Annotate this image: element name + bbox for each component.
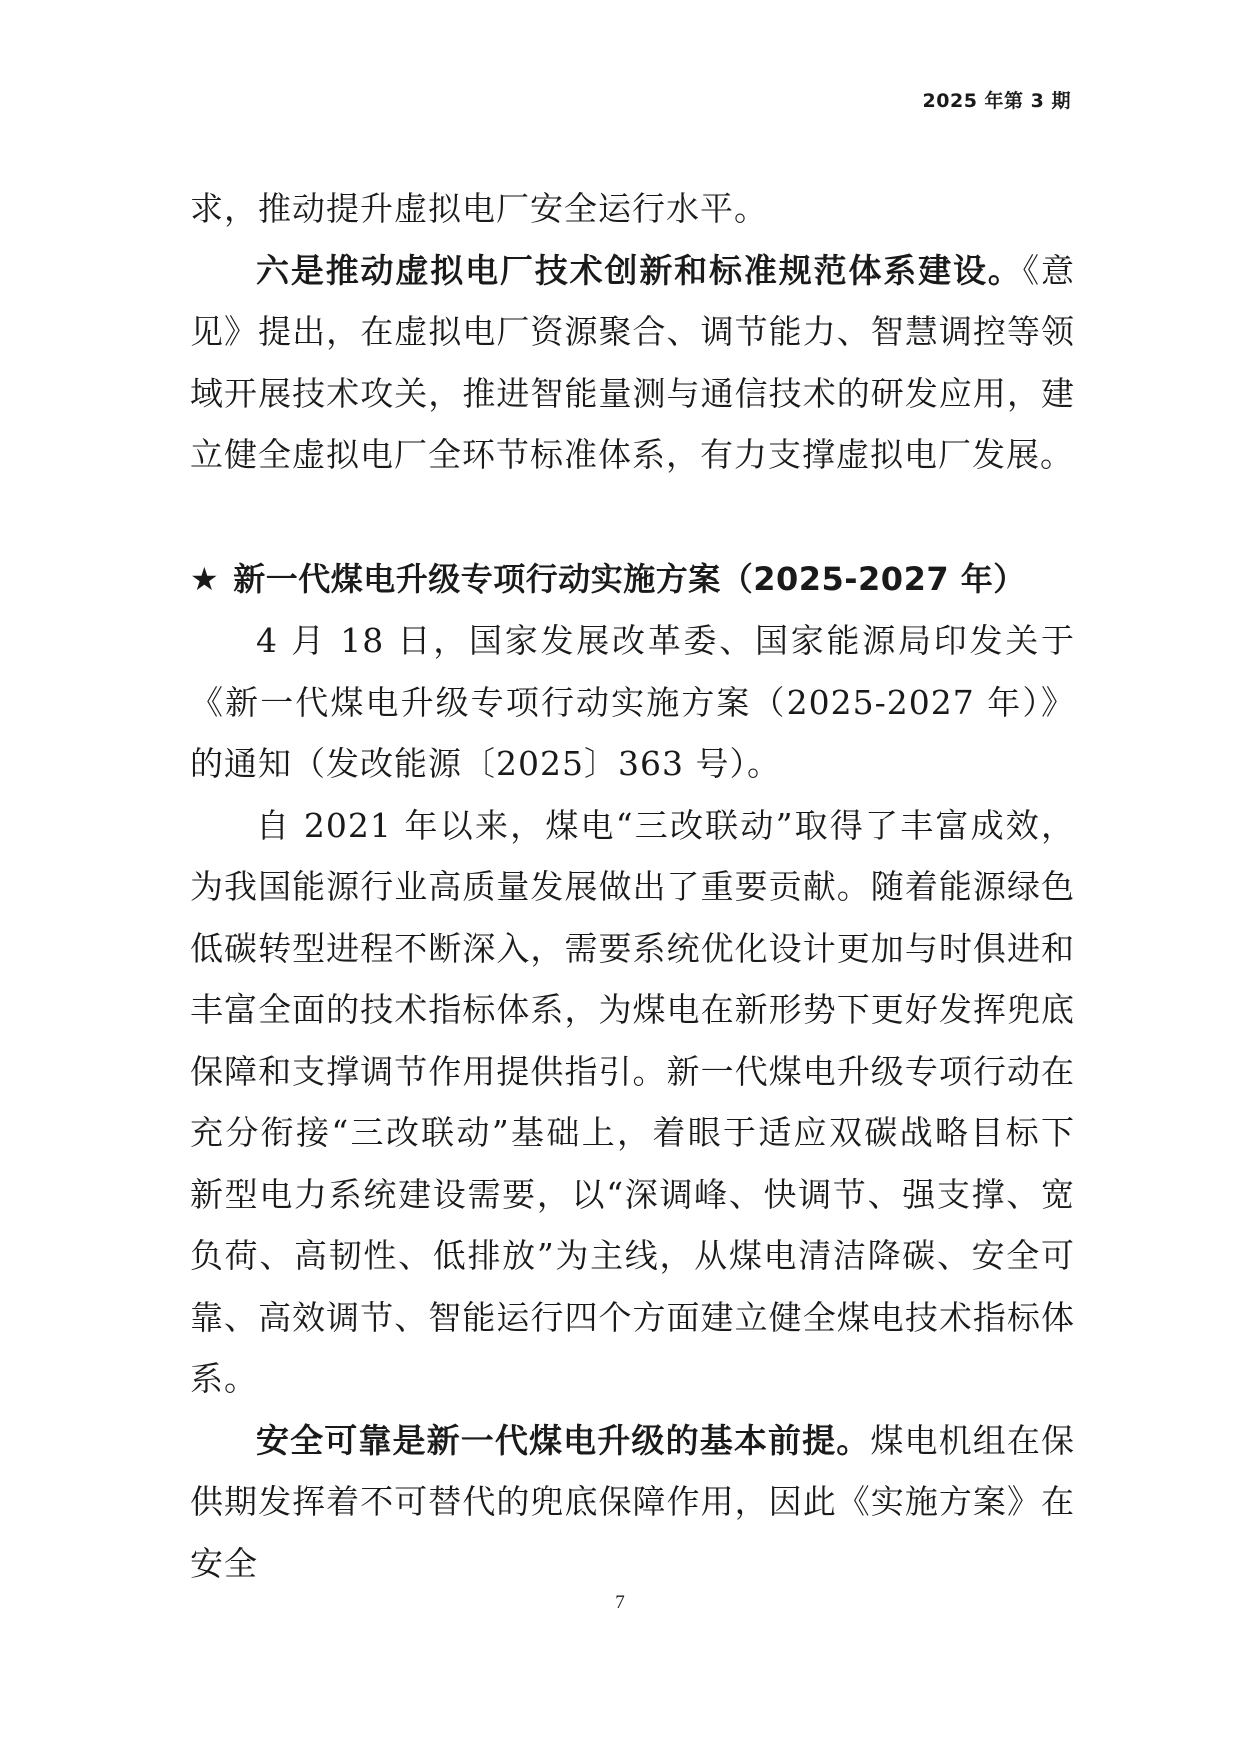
section-spacer (190, 486, 1075, 549)
paragraph-body: 《意见》提出，在虚拟电厂资源聚合、调节能力、智慧调控等领域开展技术攻关，推进智能量测与通信技术的研发应用，建立健全虚拟电厂全环节标准体系，有力支撑虚拟电厂发展。 (190, 250, 1076, 474)
paragraph-innovation (190, 240, 1075, 486)
paragraph-background: 自 2021 年以来，煤电“三改联动”取得了丰富成效，为我国能源行业高质量发展做出了重要贡献。随着能源绿色低碳转型进程不断深入，需要系统优化设计更加与时俱进和丰富全面的技术指标体系，为煤电在新形势下更好发挥兜底保障和支撑调节作用提供指引。新一代煤电升级专项行动在充分衔接“三改联动”基础上，着眼于适应双碳战略目标下新型电力系统建设需要，以“深调峰、快调节、强支撑、宽负荷、高韧性、低排放”为主线，从煤电清洁降碳、安全可靠、高效调节、智能运行四个方面建立健全煤电技术指标体系。 (190, 805, 1075, 1398)
paragraph-lead: 安全可靠是新一代煤电升级的基本前提。 (256, 1420, 871, 1460)
article-body (190, 178, 1075, 1594)
section-heading-text: 新一代煤电升级专项行动实施方案（2025-2027 年） (233, 559, 1026, 598)
paragraph-lead: 六是推动虚拟电厂技术创新和标准规范体系建设。 (256, 250, 1023, 290)
star-icon: ★ (190, 559, 220, 598)
paragraph-notice: 4 月 18 日，国家发展改革委、国家能源局印发关于《新一代煤电升级专项行动实施方案（2025-2027 年）》的通知（发改能源〔2025〕363 号）。 (190, 621, 1075, 783)
paragraph-body: 煤电机组在保供期发挥着不可替代的兜底保障作用，因此《实施方案》在安全 (190, 1420, 1076, 1583)
paragraph-safety (190, 1410, 1075, 1595)
page-number: 7 (615, 1592, 625, 1613)
section-heading (190, 549, 1075, 611)
paragraph-continuation: 求，推动提升虚拟电厂安全运行水平。 (190, 189, 768, 228)
issue-label: 2025 年第 3 期 (922, 90, 1071, 112)
